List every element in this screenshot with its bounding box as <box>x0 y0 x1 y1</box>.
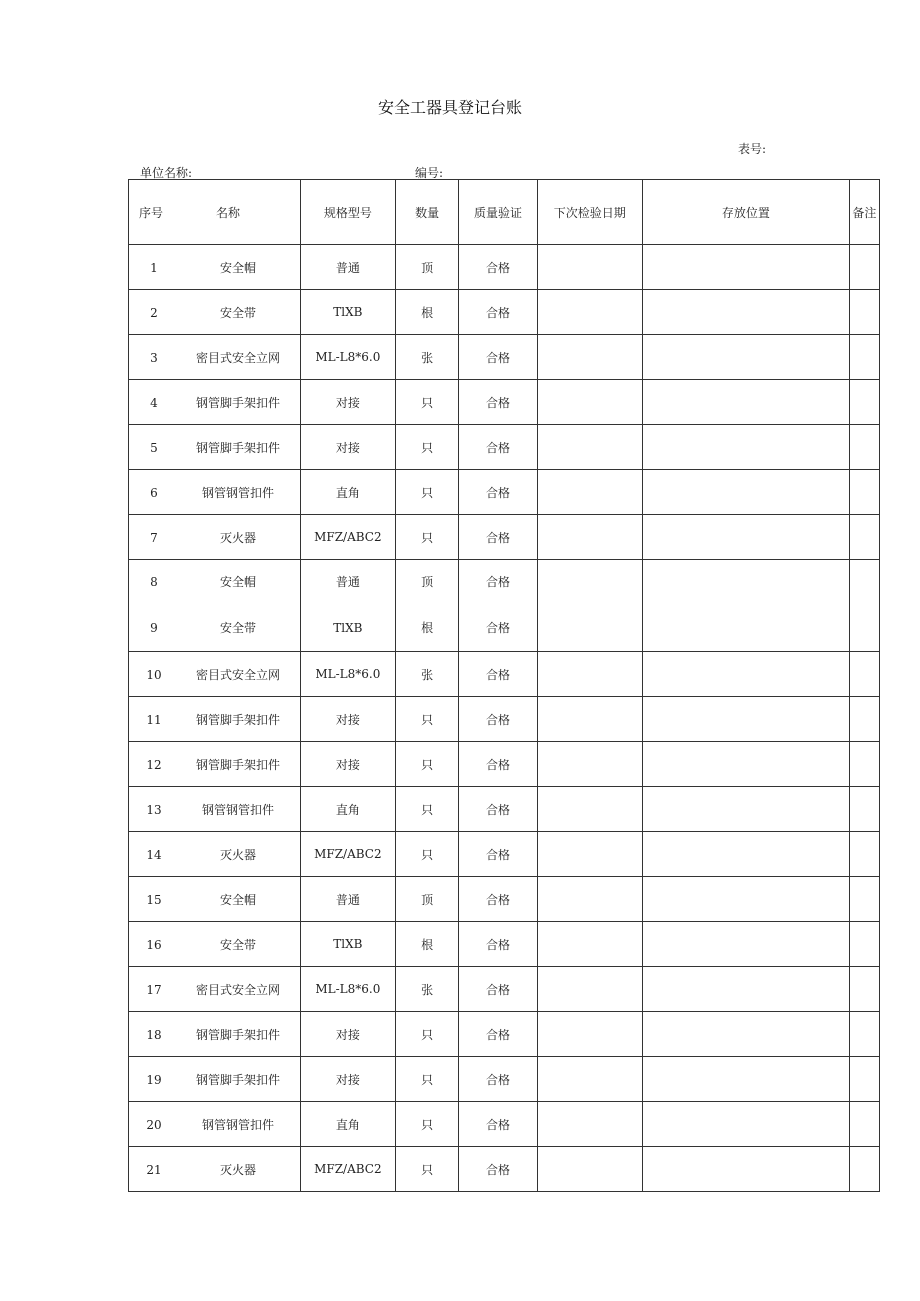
table-row <box>129 560 880 652</box>
row-quality: 合格 <box>459 922 537 967</box>
row-spec: 对接 <box>300 425 395 470</box>
row-next-check-date <box>537 1102 642 1147</box>
row-note <box>849 787 879 832</box>
table-row <box>129 652 880 697</box>
row-qty: 根 <box>396 922 459 967</box>
row-quality: 合格 <box>459 290 537 335</box>
row-qty: 只 <box>396 1012 459 1057</box>
seq-name-cell <box>129 470 301 515</box>
row-note <box>849 832 879 877</box>
row-quality-cell <box>459 560 537 652</box>
row-next-check-date <box>537 832 642 877</box>
row-seq: 5 <box>150 440 158 455</box>
row-name: 钢管钢管扣件 <box>201 485 274 500</box>
row-storage <box>643 245 850 290</box>
table-row <box>129 742 880 787</box>
row-next-check-date <box>537 1012 642 1057</box>
row-qty: 只 <box>396 787 459 832</box>
row-qty: 张 <box>396 652 459 697</box>
row-spec: ML-L8*6.0 <box>300 335 395 380</box>
row-seq: 2 <box>150 305 158 320</box>
row-seq: 8 <box>150 575 158 589</box>
row-spec: 直角 <box>300 787 395 832</box>
seq-name-cell <box>129 290 301 335</box>
row-spec: MFZ/ABC2 <box>300 1147 395 1192</box>
row-qty: 张 <box>396 335 459 380</box>
row-name: 钢管钢管扣件 <box>201 802 274 817</box>
row-name: 密目式安全立网 <box>195 350 280 365</box>
seq-name-cell <box>129 1147 301 1192</box>
row-qty: 只 <box>396 832 459 877</box>
row-spec: 普通 <box>300 245 395 290</box>
row-note <box>849 697 879 742</box>
row-name: 安全带 <box>219 305 256 320</box>
row-spec: MFZ/ABC2 <box>300 832 395 877</box>
table-row <box>129 877 880 922</box>
row-spec: 直角 <box>300 470 395 515</box>
table-row <box>129 787 880 832</box>
row-note <box>849 425 879 470</box>
row-qty: 只 <box>396 697 459 742</box>
table-row <box>129 335 880 380</box>
row-next-check-date <box>537 425 642 470</box>
row-spec: TlXB <box>300 290 395 335</box>
table-row <box>129 1147 880 1192</box>
row-storage <box>643 742 850 787</box>
row-quality: 合格 <box>459 335 537 380</box>
row-storage <box>643 1102 850 1147</box>
row-seq: 15 <box>146 892 162 907</box>
row-note <box>849 1147 879 1192</box>
header-seq: 序号 <box>138 205 163 220</box>
row-seq: 1 <box>150 260 158 275</box>
row-name: 安全带 <box>219 937 256 952</box>
code-number-label: 编号: <box>415 166 444 180</box>
table-row <box>129 470 880 515</box>
row-seq: 11 <box>146 712 162 727</box>
row-qty: 只 <box>396 470 459 515</box>
row-qty: 只 <box>396 380 459 425</box>
row-seq: 3 <box>150 350 158 365</box>
header-qty: 数量 <box>396 180 459 245</box>
seq-name-cell <box>129 787 301 832</box>
table-row <box>129 922 880 967</box>
table-row <box>129 245 880 290</box>
row-spec: ML-L8*6.0 <box>300 652 395 697</box>
row-seq: 14 <box>146 847 162 862</box>
row-name: 钢管脚手架扣件 <box>195 712 280 727</box>
table-row <box>129 380 880 425</box>
row-name: 安全帽 <box>219 575 256 589</box>
row-qty: 只 <box>396 515 459 560</box>
table-row <box>129 697 880 742</box>
row-note <box>849 967 879 1012</box>
row-quality: 合格 <box>485 621 510 635</box>
row-name: 安全带 <box>219 621 256 635</box>
row-qty: 只 <box>396 1147 459 1192</box>
row-spec: 普通 <box>335 575 360 589</box>
row-seq: 16 <box>146 937 162 952</box>
header-name: 名称 <box>215 205 240 220</box>
table-row <box>129 832 880 877</box>
row-note <box>849 922 879 967</box>
row-qty: 顶 <box>396 877 459 922</box>
merged-line <box>129 606 300 651</box>
row-name: 安全帽 <box>219 892 256 907</box>
seq-name-cell <box>129 245 301 290</box>
row-spec: 对接 <box>300 1057 395 1102</box>
row-name: 密目式安全立网 <box>195 667 280 682</box>
row-quality: 合格 <box>459 470 537 515</box>
row-seq: 17 <box>146 982 162 997</box>
row-name: 钢管脚手架扣件 <box>195 440 280 455</box>
row-seq: 9 <box>150 621 158 635</box>
row-storage <box>643 787 850 832</box>
table-row <box>129 1057 880 1102</box>
row-spec: ML-L8*6.0 <box>300 967 395 1012</box>
row-spec: 普通 <box>300 877 395 922</box>
row-spec: 直角 <box>300 1102 395 1147</box>
row-seq: 4 <box>150 395 158 410</box>
row-seq: 12 <box>146 757 162 772</box>
row-quality: 合格 <box>459 697 537 742</box>
row-qty: 顶 <box>421 575 434 589</box>
row-next-check-date <box>537 245 642 290</box>
row-storage <box>643 922 850 967</box>
row-note <box>849 290 879 335</box>
table-header-row <box>129 180 880 245</box>
row-note <box>849 652 879 697</box>
row-next-check-date <box>537 922 642 967</box>
row-seq: 20 <box>146 1117 162 1132</box>
row-note <box>849 742 879 787</box>
row-next-check-date <box>537 560 642 652</box>
row-spec: 对接 <box>300 697 395 742</box>
table-row <box>129 1102 880 1147</box>
row-seq: 21 <box>146 1162 162 1177</box>
seq-name-cell <box>129 742 301 787</box>
seq-name-cell <box>129 1057 301 1102</box>
row-storage <box>643 380 850 425</box>
header-next-check-date: 下次检验日期 <box>537 180 642 245</box>
row-qty-cell <box>396 560 459 652</box>
row-storage <box>643 290 850 335</box>
row-note <box>849 470 879 515</box>
row-name: 灭火器 <box>219 847 256 862</box>
seq-name-cell <box>129 877 301 922</box>
row-quality: 合格 <box>459 652 537 697</box>
table-row <box>129 1012 880 1057</box>
row-quality: 合格 <box>459 1147 537 1192</box>
row-quality: 合格 <box>485 575 510 589</box>
row-qty: 张 <box>396 967 459 1012</box>
row-seq: 7 <box>150 530 158 545</box>
merged-line <box>129 560 300 605</box>
row-note <box>849 335 879 380</box>
row-spec: 对接 <box>300 380 395 425</box>
unit-name-label: 单位名称: <box>140 166 193 180</box>
row-storage <box>643 515 850 560</box>
row-name: 安全帽 <box>219 260 256 275</box>
row-storage <box>643 560 850 652</box>
row-qty: 顶 <box>396 245 459 290</box>
row-note <box>849 515 879 560</box>
row-spec: 对接 <box>300 742 395 787</box>
row-note <box>849 1057 879 1102</box>
page-title: 安全工器具登记台账 <box>377 98 522 117</box>
row-qty: 只 <box>396 742 459 787</box>
row-next-check-date <box>537 380 642 425</box>
row-spec: TlXB <box>333 621 363 635</box>
row-name: 钢管脚手架扣件 <box>195 1072 280 1087</box>
row-quality: 合格 <box>459 380 537 425</box>
row-next-check-date <box>537 697 642 742</box>
row-quality: 合格 <box>459 1057 537 1102</box>
seq-name-cell <box>129 652 301 697</box>
row-qty: 根 <box>421 621 434 635</box>
row-quality: 合格 <box>459 967 537 1012</box>
seq-name-cell <box>129 1012 301 1057</box>
seq-name-cell <box>129 560 301 652</box>
row-storage <box>643 1012 850 1057</box>
row-note <box>849 560 879 652</box>
row-quality: 合格 <box>459 425 537 470</box>
seq-name-cell <box>129 922 301 967</box>
seq-name-cell <box>129 515 301 560</box>
row-storage <box>643 877 850 922</box>
seq-name-cell <box>129 967 301 1012</box>
row-seq: 13 <box>146 802 162 817</box>
row-qty: 只 <box>396 425 459 470</box>
row-note <box>849 1102 879 1147</box>
row-quality: 合格 <box>459 832 537 877</box>
row-quality: 合格 <box>459 515 537 560</box>
equipment-ledger-table <box>128 179 880 1192</box>
row-spec: 对接 <box>300 1012 395 1057</box>
row-storage <box>643 697 850 742</box>
header-spec: 规格型号 <box>300 180 395 245</box>
header-storage: 存放位置 <box>643 180 850 245</box>
row-next-check-date <box>537 470 642 515</box>
row-qty: 根 <box>396 290 459 335</box>
row-storage <box>643 335 850 380</box>
row-spec: MFZ/ABC2 <box>300 515 395 560</box>
row-quality: 合格 <box>459 1102 537 1147</box>
row-seq: 10 <box>146 667 162 682</box>
row-quality: 合格 <box>459 742 537 787</box>
row-quality: 合格 <box>459 787 537 832</box>
table-row <box>129 967 880 1012</box>
row-qty: 只 <box>396 1102 459 1147</box>
row-seq: 6 <box>150 485 158 500</box>
table-row <box>129 290 880 335</box>
row-note <box>849 245 879 290</box>
row-name: 灭火器 <box>219 530 256 545</box>
row-note <box>849 1012 879 1057</box>
sheet-number-label: 表号: <box>738 142 767 156</box>
row-storage <box>643 425 850 470</box>
row-name: 灭火器 <box>219 1162 256 1177</box>
row-name: 密目式安全立网 <box>195 982 280 997</box>
seq-name-cell <box>129 425 301 470</box>
row-storage <box>643 652 850 697</box>
row-spec-cell <box>300 560 395 652</box>
row-next-check-date <box>537 1147 642 1192</box>
seq-name-cell <box>129 697 301 742</box>
row-seq: 19 <box>146 1072 162 1087</box>
row-storage <box>643 832 850 877</box>
row-next-check-date <box>537 742 642 787</box>
row-next-check-date <box>537 967 642 1012</box>
row-next-check-date <box>537 787 642 832</box>
table-row <box>129 515 880 560</box>
header-note: 备注 <box>849 180 879 245</box>
row-storage <box>643 470 850 515</box>
seq-name-cell <box>129 335 301 380</box>
row-quality: 合格 <box>459 877 537 922</box>
seq-name-cell <box>129 380 301 425</box>
header-seq-name-cell <box>129 180 301 245</box>
header-quality: 质量验证 <box>459 180 537 245</box>
row-name: 钢管脚手架扣件 <box>195 757 280 772</box>
row-storage <box>643 967 850 1012</box>
row-next-check-date <box>537 652 642 697</box>
seq-name-cell <box>129 1102 301 1147</box>
row-quality: 合格 <box>459 245 537 290</box>
row-storage <box>643 1057 850 1102</box>
row-next-check-date <box>537 515 642 560</box>
row-next-check-date <box>537 290 642 335</box>
table-row <box>129 425 880 470</box>
row-spec: TlXB <box>300 922 395 967</box>
row-name: 钢管脚手架扣件 <box>195 395 280 410</box>
row-next-check-date <box>537 877 642 922</box>
row-seq: 18 <box>146 1027 162 1042</box>
row-name: 钢管脚手架扣件 <box>195 1027 280 1042</box>
row-name: 钢管钢管扣件 <box>201 1117 274 1132</box>
row-next-check-date <box>537 1057 642 1102</box>
row-note <box>849 877 879 922</box>
row-qty: 只 <box>396 1057 459 1102</box>
seq-name-cell <box>129 832 301 877</box>
row-quality: 合格 <box>459 1012 537 1057</box>
row-next-check-date <box>537 335 642 380</box>
row-storage <box>643 1147 850 1192</box>
row-note <box>849 380 879 425</box>
